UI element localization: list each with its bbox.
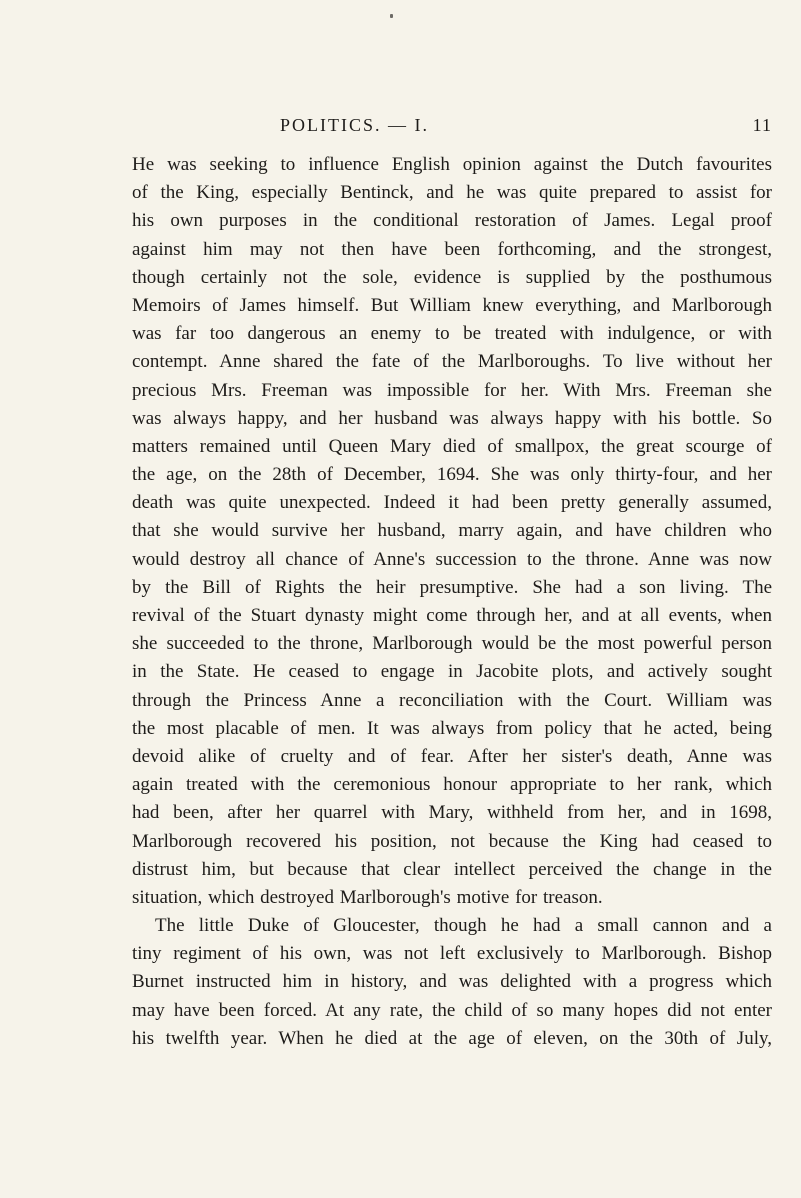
paragraph-2	[132, 912, 772, 1053]
text-line: was far too dangerous an enemy to be treated with indulgence, or with	[132, 323, 772, 345]
text-line: He was seeking to influence English opinion against the Dutch favourites	[132, 154, 772, 175]
text-line: would destroy all chance of Anne's succession to the throne. Anne was now	[132, 548, 772, 570]
text-line: against him may not then have been forthcoming, and the strongest,	[132, 238, 772, 260]
text-line: Marlborough recovered his position, not because the King had ceased to	[132, 830, 772, 852]
text-line: distrust him, but because that clear intellect perceived the change in the	[132, 858, 772, 880]
text-line: tiny regiment of his own, was not left exclusively to Marlborough. Bishop	[132, 943, 772, 965]
text-line: devoid alike of cruelty and of fear. After her sister's death, Anne was	[132, 745, 772, 767]
text-line: may have been forced. At any rate, the child of so many hopes did not enter	[132, 999, 772, 1021]
text-line: was always happy, and her husband was always happy with his bottle. So	[132, 407, 772, 429]
text-line: Burnet instructed him in history, and was delighted with a progress which	[132, 971, 772, 993]
text-line: again treated with the ceremonious honour appropriate to her rank, which	[132, 774, 772, 796]
text-line: precious Mrs. Freeman was impossible for her. With Mrs. Freeman she	[132, 379, 772, 401]
text-line: she succeeded to the throne, Marlborough would be the most powerful person	[132, 633, 772, 655]
body-text	[132, 151, 772, 1053]
page-number: 11	[752, 115, 772, 135]
text-line: Memoirs of James himself. But William knew everything, and Marlborough	[132, 294, 772, 316]
running-head	[132, 115, 772, 137]
text-line: death was quite unexpected. Indeed it had been pretty generally assumed,	[132, 492, 772, 514]
text-line: revival of the Stuart dynasty might come through her, and at all events, when	[132, 605, 772, 626]
text-line: of the King, especially Bentinck, and he was quite prepared to assist for	[132, 182, 772, 204]
text-line: by the Bill of Rights the heir presumptive. She had a son living. The	[132, 576, 772, 598]
text-line: had been, after her quarrel with Mary, withheld from her, and in 1698,	[132, 802, 772, 824]
text-line: The little Duke of Gloucester, though he had a small cannon and a	[155, 915, 772, 937]
text-line: in the State. He ceased to engage in Jacobite plots, and actively sought	[132, 661, 772, 683]
running-title: POLITICS. — I.	[280, 115, 429, 135]
text-line: contempt. Anne shared the fate of the Marlboroughs. To live without her	[132, 351, 772, 373]
text-line: the age, on the 28th of December, 1694. She was only thirty-four, and her	[132, 464, 772, 486]
text-line: that she would survive her husband, marry again, and have children who	[132, 520, 772, 542]
text-line: his own purposes in the conditional restoration of James. Legal proof	[132, 210, 772, 232]
text-line: situation, which destroyed Marlborough's motive for treason.	[132, 886, 603, 908]
page-speck	[390, 14, 393, 18]
text-line: the most placable of men. It was always from policy that he acted, being	[132, 717, 772, 739]
text-line: through the Princess Anne a reconciliation with the Court. William was	[132, 689, 772, 711]
paragraph-1	[132, 151, 772, 912]
text-line: matters remained until Queen Mary died of smallpox, the great scourge of	[132, 435, 772, 457]
text-line: his twelfth year. When he died at the age of eleven, on the 30th of July,	[132, 1027, 772, 1049]
text-line: though certainly not the sole, evidence is supplied by the posthumous	[132, 266, 772, 288]
